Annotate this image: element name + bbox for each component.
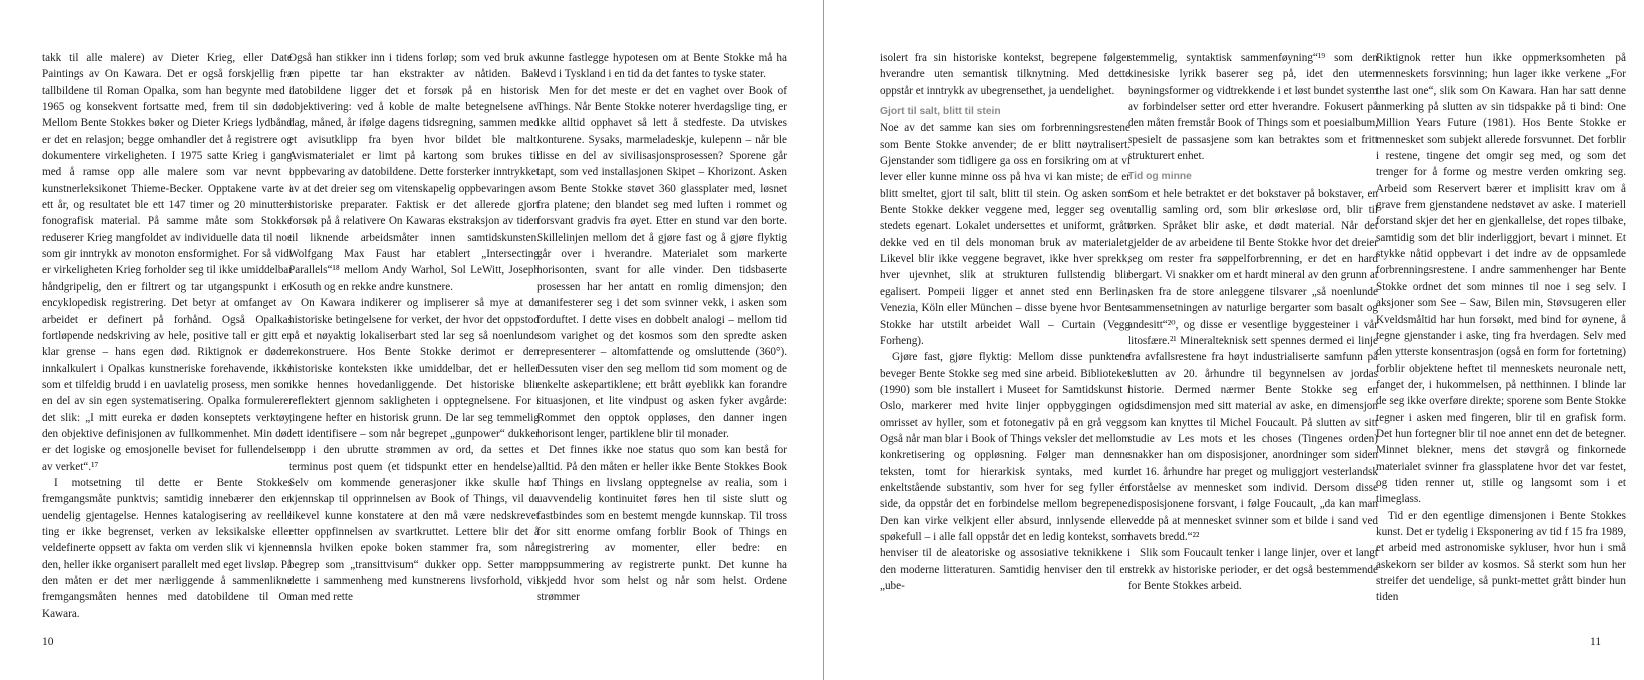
paragraph: Slik som Foucault tenker i lange linjer, over et langt strekk av historiske perioder, er det også bestemmende for Bente Stokkes arbeid.: [1128, 547, 1378, 592]
paragraph: Tid er den egentlige dimensjonen i Bente Stokkes kunst. Det er tydelig i Eksponering av tid f 15 fra 1989, et arbeid med astronomiske sykluser, hvor hun i små askekorn ser bilder av kosmos. Så sterkt som hun her streifer det uendelige, så punkt-mettet grått binder hun tiden: [1376, 509, 1626, 604]
paragraph: Som et hele betraktet er det bokstaver på bokstaver, en utallig samling ord, som blir ørkesløse ord, blir til ørken. Språket blir aske, et dødt material. Når det gjelder de av arbeidene til Bente Stokke hvor det dreier seg om rester fra søppelforbrenning, er det en hard bergart. Vi snakker om et hardt mineral av den grunn at asken fra de store anleggene tilsvarer „så noenlunde sammensetningen av naturlige bergarter som basalt og andesitt“²⁰, og disse er vesentlige byggesteiner i vår litosfære.²¹ Mineralteknisk sett spennes dermed ei linje fra avfallsrestene fra høyt industrialiserte samfunn på slutten av 20. århundre til begynnelsen av jordas historie. Dermed nærmer Bente Stokke seg en tidsdimensjon med sitt material av aske, en dimensjon som kan knyttes til Michel Foucault. På slutten av sitt studie av Les mots et les choses (Tingenes orden) snakker han om disposisjoner, anordninger som siden det 16. århundre har preget og muliggjort vesterlandsk forståelse av mennesket som individ. Dersom disse disposisjonene forsvant, i følge Foucault, „da kan man vedde på at mennesket svinner som et bilde i sand ved havets bredd.“²²: [1128, 187, 1378, 543]
column-3: [537, 50, 787, 606]
column-2: [289, 50, 539, 606]
paragraph: On Kawara indikerer og impliserer så mye at de historiske betingelsene for verket, der hvor det oppstod på et nøyaktig lokaliserbart sted lar seg så noenlunde rekonstruere. Hos Bente Stokke derimot er den historiske konteksten ikke umiddelbar, det er heller ikke hennes hovedanliggende. Det historiske blir reflektert gjennom sakligheten i opptegnelsene. For i tingene hefter en historisk grunn. De lar seg temmelig lett identifisere – som når begrepet „gunpower“ dukker opp i den ubrutte strømmen av ord, da settes et terminus post quem (et tidspunkt etter en hendelse). Selv om kommende generasjoner ikke skulle ha kjennskap til opprinnelsen av Book of Things, vil de likevel kunne konstatere at den må være nedskrevet etter oppfinnelsen av svartkruttet. Lettere blir det å ansla hvilken epoke boken stammer fra, som når begrep som „transittvisum“ dukker opp. Setter man dette i sammenheng med kunstnerens livsforhold, vil man med rette: [289, 297, 539, 604]
paragraph: Men for det meste er det en vaghet over Book of Things. Når Bente Stokke noterer hverdagslige ting, er ikke alltid opphavet så lett å stedfeste. Da utviskes konturene. Sysaks, marmeladeskje, kulepenn – når ble disse en del av sivilisasjonsprosessen? Sporene går tapt, som ved installasjonen Skipet – Khorizont. Asken som Bente Stokke støvet 360 glassplater med, løsnet fra platene; den blandet seg med luften i rommet og forsvant gradvis fra øyet. Etter en stund var den borte. Skillelinjen mellom det å gjøre fast og å gjøre flyktig går over i hverandre. Materialet som markerte horisonten, svant for alle vinder. Den tidsbaserte prosessen har her antatt en romlig dimensjon; den manifesterer seg i det som svinner vekk, i asken som forduftet. I dette vises en dobbelt analogi – mellom tid som varighet og det kosmos som den spredte asken representerer – altomfattende og omsluttende (360°). Dessuten viser den seg mellom tid som moment og de enkelte askepartiklene; ett brått øyeblikk kan forandre situasjonen, et lite vindpust og asken fyker avgårde: Rommet den opptok oppløses, den danner ingen horisont lenger, partiklene blir til monader.: [537, 84, 787, 440]
column-1: [42, 50, 292, 622]
paragraph: Det finnes ikke noe status quo som kan bestå for alltid. På den måten er heller ikke Bente Stokkes Book of Things en livslang opptegnelse av realia, som i uavvendelig kontinuitet føres hen til siste slutt og fastbindes som en bestemt mengde kunnskap. Til tross for sitt enorme omfang forblir Book of Things en registrering av momenter, eller bedre: en oppsummering av registrerte punkt. Det kunne ha skjedd hvor som helst og når som helst. Ordene strømmer: [537, 444, 787, 604]
section-heading: Tid og minne: [1128, 171, 1192, 183]
paragraph: Riktignok retter hun ikke oppmerksomheten på menneskets forsvinning; hun lager ikke verkene „For the last one“, slik som On Kawara. Han har satt denne anmerking på slutten av sin tidspakke på ti bind: One Million Years Future (1981). Hos Bente Stokke er mennesket som subjekt allerede forsvunnet. Det forblir i restene, tingene det omgir seg med, og som det trenger for å forme og mestre verden omkring seg. Arbeid som Reservert bærer et implisitt krav om å grave frem gjenstandene nedstøvet av aske. I materiell forstand skjer det her en gjenkallelse, det ropes tilbake, samtidig som det blir inderliggjort, bevart i minnet. Et stykke nåtid oppbevart i det indre av de oppsamlede forbrenningsrestene. I andre sammenhenger har Bente Stokke ordnet det som minnes til noe i seg selv. I aksjoner som See – Saw, Bilen min, Støvsugeren eller Kveldsmåltid har hun forsøkt, med bind for øynene, å tegne gjenstander i aske, ting fra hverdagen. Selv med den ytterste konsentrasjon (også en form for fortetning) forblir objektene heftet til menneskets neuronale nett, fanget der, i hukommelsen, på netthinnen. I blinde lar de seg ikke overføre direkte; sporene som Bente Stokke tegner i asken med fingeren, blir til en grafisk form. Det hun fortegner blir til noe annet enn det de betegner. Minnet blekner, mens det støvgrå og finkornede materialet svinner fra glassplatene hvor det var festet, og tiden renner ut, stille og langsomt som i et timeglass.: [1376, 52, 1626, 506]
page-number-right: 11: [1590, 636, 1602, 648]
column-6: [1376, 50, 1626, 606]
column-5: [1128, 50, 1378, 594]
paragraph: isolert fra sin historiske kontekst, begrepene følger hverandre uten semantisk tilknytning. Med dette oppstår et inntrykk av ubegrensethet, ja uendelighet.: [880, 52, 1130, 97]
page-gutter: [823, 0, 824, 680]
paragraph: takk til alle malere) av Dieter Krieg, eller Date Paintings av On Kawara. Det er også forskjellig fra tallbildene til Roman Opalka, som han begynte med i 1965 og konsekvent fortsatte med, frem til sin død. Mellom Bente Stokkes bøker og Dieter Kriegs lydbånd er det en relasjon; begge omhandler det å registrere og dokumentere virkeligheten. I 1975 satte Krieg i gang med å ramse opp alle malere som var nevnt i kunstnerleksikonet Thieme-Becker. Opptakene varte i ett år, og resultatet ble ett 147 timer og 20 minutters fonografisk material. På samme måte som Stokke reduserer Krieg mangfoldet av individuelle data til noe som gir inntrykk av monoton ensformighet. For så vidt er virkeligheten Krieg forholder seg til ikke umiddelbar håndgripelig, den er filtrert og tar utgangspunkt i en encyklopedisk registrering. Det betyr at omfanget av arbeidet er definert på forhånd. Også Opalkas fortløpende nedskriving av hele, positive tall er gitt en klar grense – hans egen død. Riktignok er døden innkalkulert i Opalkas kunstneriske forehavende, ikke som et tilfeldig brudd i en uavlatelig prosess, men som en del av sin egen systematisering. Opalka formulerer det slik: „I mitt eureka er døden konseptets verktøy, den objektive definisjonen av fullkommenhet. Min død er det logiske og emosjonelle beviset for fullendelsen av verket“.¹⁷: [42, 52, 292, 473]
page-number-left: 10: [42, 636, 54, 648]
paragraph: kunne fastlegge hypotesen om at Bente Stokke må ha levd i Tyskland i en tid da det fantes to tyske stater.: [537, 52, 787, 81]
paragraph: Også han stikker inn i tidens forløp; som ved bruk av en pipette tar han ekstrakter av nåtiden. Bak datobildene ligger det et forsøk på en historisk objektivering: ved å koble de malte betegnelsene av dag, måned, år ifølge dagens tidsregning, sammen med et avisutklipp fra byen hvor bildet ble malt. Avismaterialet er limt på kartong som brukes til oppbevaring av datobildene. Dette forsterker inntrykket av at det dreier seg om vitenskapelig oppbevaringen av historiske preparater. Faktisk er det allerede gjort forsøk på å relativere On Kawaras ekstraksjon av tiden til liknende arbeidsmåter innen samtidskunsten. Wolfgang Max Faust har etablert „Intersecting Parallels“¹⁸ mellom Andy Warhol, Sol LeWitt, Joseph Kosuth og en rekke andre kunstnere.: [289, 52, 539, 293]
paragraph: stemmelig, syntaktisk sammenføyning“¹⁹ som den kinesiske lyrikk baserer seg på, idet den uten bøyningsformer og vidtrekkende i et løst bundet system av forbindelser setter ord etter hverandre. Fokusert på den måten fremstår Book of Things som et poesialbum, spesielt de passasjene som kan betraktes som et fritt strukturert enhet.: [1128, 52, 1378, 163]
section-heading: Gjort til salt, blitt til stein: [880, 106, 1001, 118]
paragraph: Gjøre fast, gjøre flyktig: Mellom disse punktene beveger Bente Stokke seg med sine arbeid. Biblioteket (1990) som ble installert i Museet for Samtidskunst i Oslo, markerer med hvite linjer oppbyggingen og omrisset av hyller, som et fotonegativ på en grå vegg. Også når man blar i Book of Things veksler det mellom konkretisering og oppløsning. Følger man denne teksten, tomt for hierarkisk syntaks, med kun enkeltstående substantiv, som hver for seg fyller én side, da oppstår det en forbindelse mellom begrepene. Den kan virke velkjent eller absurd, innlysende eller spøkefull – i alle fall oppstår det en ledig kontekst, som henviser til de aleatoriske og assosiative teknikkene i den moderne litteraturen. Samtidig henviser den til en „ube-: [880, 351, 1130, 592]
paragraph: Noe av det samme kan sies om forbrenningsrestene som Bente Stokke anvender; de er blitt nøytralisert. Gjenstander som tidligere ga oss en forsikring om at vi lever eller kunne minne oss på hva vi kan miste; de er blitt smeltet, gjort til salt, blitt til stein. Og asken som Bente Stokke dekker veggene med, legger seg over stedets egenart. Lokalet undersettes et uniformt, grått dekke ved en til dels monoman bruk av materialet. Likevel blir ikke veggene begravet, ikke hver sprekk, hver ujevnhet, slik at strukturen fullstendig blir egalisert. Pompeii ligger et annet sted enn Berlin, Venezia, Köln eller München – disse byene hvor Bente Stokke har utstilt arbeidet Wall – Curtain (Vegg Forheng).: [880, 122, 1130, 347]
column-4: [880, 50, 1130, 594]
paragraph: I motsetning til dette er Bente Stokkes fremgangsmåte punktvis; samtidig innebærer den en uendelig gjentagelse. Hennes katalogisering av reelle ting er ikke begrenset, verken av leksikalske eller veldefinerte oppsett av fakta om verden slik vi kjenner den, heller ikke organisert parallelt med eget livsløp. På den måten er det mer nærliggende å sammenlikne fremgangsmåten hennes med datobildene til On Kawara.: [42, 476, 292, 620]
